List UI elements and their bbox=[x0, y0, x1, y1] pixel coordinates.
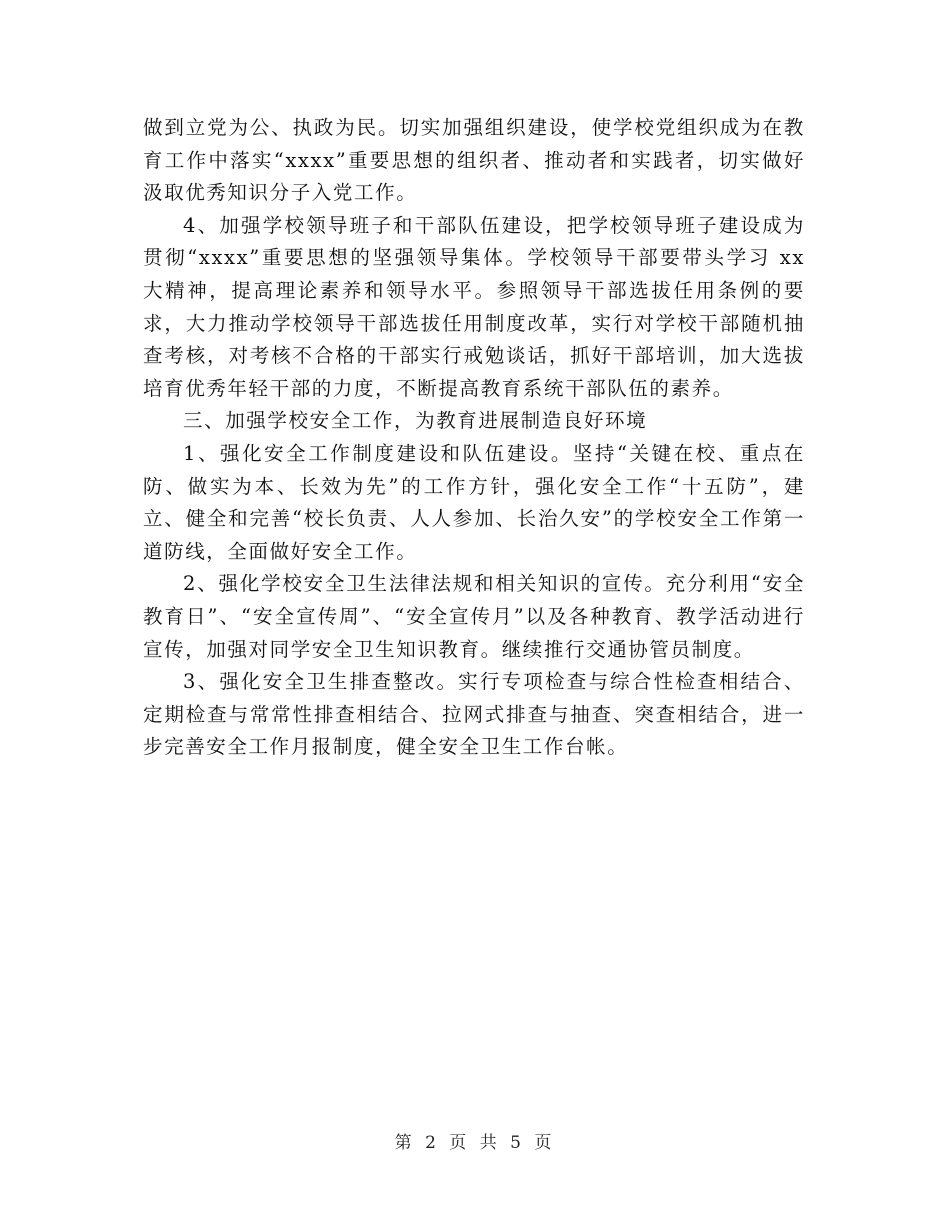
paragraph-item-3: 3、强化安全卫生排查整改。实行专项检查与综合性检查相结合、定期检查与常常性排查相结合、拉网式排查与抽查、突查相结合，进一步完善安全工作月报制度，健全安全卫生工作台帐。 bbox=[143, 670, 805, 759]
document-body bbox=[143, 112, 805, 764]
paragraph-continued: 做到立党为公、执政为民。切实加强组织建设，使学校党组织成为在教育工作中落实“xxxx”重要思想的组织者、推动者和实践者，切实做好汲取优秀知识分子入党工作。 bbox=[143, 116, 805, 205]
section-heading-3: 三、加强学校安全工作，为教育进展制造良好环境 bbox=[183, 409, 648, 433]
paragraph-item-2: 2、强化学校安全卫生法律法规和相关知识的宣传。充分利用“安全教育日”、“安全宣传周”、“安全宣传月”以及各种教育、教学活动进行宣传，加强对同学安全卫生知识教育。继续推行交通协管员制度。 bbox=[143, 572, 805, 661]
paragraph-item-4: 4、加强学校领导班子和干部队伍建设，把学校领导班子建设成为贯彻“xxxx”重要思想的坚强领导集体。学校领导干部要带头学习 xx 大精神，提高理论素养和领导水平。参照领导干部选拔任用条例的要求，大力推动学校领导干部选拔任用制度改革，实行对学校干部随机抽查考核，对考核不合格的干部实行戒勉谈话，抓好干部培训，加大选拔培育优秀年轻干部的力度，不断提高教育系统干部队伍的素养。 bbox=[143, 213, 805, 400]
paragraph-item-1: 1、强化安全工作制度建设和队伍建设。坚持“关键在校、重点在防、做实为本、长效为先”的工作方针，强化安全工作“十五防”，建立、健全和完善“校长负责、人人参加、长治久安”的学校安全工作第一道防线，全面做好安全工作。 bbox=[143, 441, 805, 563]
page-number-footer: 第 2 页 共 5 页 bbox=[394, 1133, 556, 1153]
